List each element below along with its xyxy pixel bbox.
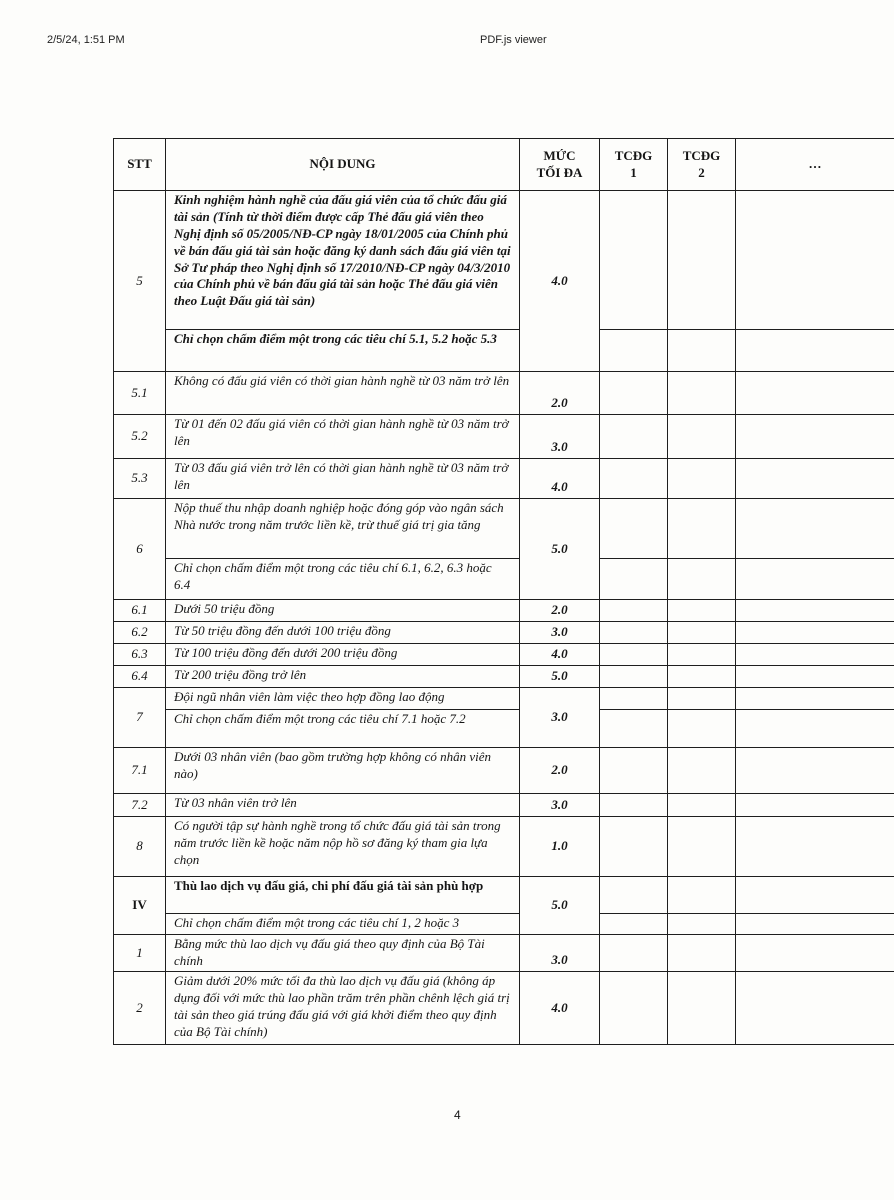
table-row	[114, 415, 894, 459]
row-stt: 1	[114, 935, 166, 972]
score-cell[interactable]	[600, 191, 668, 330]
score-cell[interactable]	[600, 817, 668, 877]
row-max: 5.0	[520, 499, 600, 600]
score-cell[interactable]	[668, 415, 736, 459]
row-content: Từ 01 đến 02 đấu giá viên có thời gian hành nghề từ 03 năm trở lên	[166, 415, 520, 459]
row-stt: 8	[114, 817, 166, 877]
row-stt: 6.4	[114, 666, 166, 688]
row-content: Thù lao dịch vụ đấu giá, chi phí đấu giá tài sản phù hợp	[166, 877, 520, 914]
row-max: 3.0	[520, 415, 600, 459]
score-cell[interactable]	[600, 666, 668, 688]
score-cell[interactable]	[600, 935, 668, 972]
score-cell[interactable]	[736, 499, 894, 559]
row-max: 5.0	[520, 877, 600, 935]
score-cell[interactable]	[736, 415, 894, 459]
row-note: Chỉ chọn chấm điểm một trong các tiêu chí 6.1, 6.2, 6.3 hoặc 6.4	[166, 559, 520, 600]
header-content: NỘI DUNG	[166, 139, 520, 191]
row-stt: 6	[114, 499, 166, 600]
score-cell[interactable]	[736, 372, 894, 415]
row-content: Dưới 50 triệu đồng	[166, 600, 520, 622]
row-stt: IV	[114, 877, 166, 935]
viewer-title: PDF.js viewer	[480, 34, 547, 46]
score-cell[interactable]	[668, 622, 736, 644]
score-cell[interactable]	[668, 794, 736, 817]
table-row	[114, 817, 894, 877]
score-cell[interactable]	[668, 330, 736, 372]
score-cell[interactable]	[736, 748, 894, 794]
score-cell[interactable]	[668, 817, 736, 877]
table-row	[114, 935, 894, 972]
header-more: …	[736, 139, 894, 191]
row-note: Chỉ chọn chấm điểm một trong các tiêu chí 7.1 hoặc 7.2	[166, 710, 520, 748]
header-tcdg-1: TCĐG 1	[600, 139, 668, 191]
score-cell[interactable]	[600, 330, 668, 372]
row-max: 4.0	[520, 191, 600, 372]
score-cell[interactable]	[600, 877, 668, 914]
score-cell[interactable]	[736, 877, 894, 914]
score-cell[interactable]	[600, 914, 668, 935]
score-cell[interactable]	[600, 372, 668, 415]
score-cell[interactable]	[668, 600, 736, 622]
score-cell[interactable]	[600, 600, 668, 622]
row-stt: 5.1	[114, 372, 166, 415]
row-max: 2.0	[520, 372, 600, 415]
row-stt: 5.2	[114, 415, 166, 459]
row-content: Từ 50 triệu đồng đến dưới 100 triệu đồng	[166, 622, 520, 644]
score-cell[interactable]	[668, 499, 736, 559]
row-stt: 5	[114, 191, 166, 372]
row-stt: 7	[114, 688, 166, 748]
row-max: 5.0	[520, 666, 600, 688]
score-cell[interactable]	[668, 877, 736, 914]
row-content: Từ 100 triệu đồng đến dưới 200 triệu đồng	[166, 644, 520, 666]
table-row	[114, 748, 894, 794]
score-cell[interactable]	[600, 499, 668, 559]
row-content: Nộp thuế thu nhập doanh nghiệp hoặc đóng góp vào ngân sách Nhà nước trong năm trước liền kề, trừ thuế giá trị gia tăng	[166, 499, 520, 559]
table-row	[114, 499, 894, 559]
score-cell[interactable]	[736, 710, 894, 748]
row-content: Không có đấu giá viên có thời gian hành nghề từ 03 năm trở lên	[166, 372, 520, 415]
table-row	[114, 914, 894, 935]
header-stt: STT	[114, 139, 166, 191]
table-row	[114, 559, 894, 600]
row-max: 3.0	[520, 688, 600, 748]
row-max: 3.0	[520, 794, 600, 817]
score-cell[interactable]	[736, 559, 894, 600]
row-max: 2.0	[520, 748, 600, 794]
table-row	[114, 622, 894, 644]
table-row	[114, 330, 894, 372]
score-cell[interactable]	[600, 622, 668, 644]
score-cell[interactable]	[736, 600, 894, 622]
score-cell[interactable]	[668, 935, 736, 972]
row-note: Chỉ chọn chấm điểm một trong các tiêu chí 5.1, 5.2 hoặc 5.3	[166, 330, 520, 372]
row-max: 4.0	[520, 972, 600, 1045]
score-cell[interactable]	[600, 644, 668, 666]
score-cell[interactable]	[736, 622, 894, 644]
score-cell[interactable]	[600, 748, 668, 794]
row-stt: 5.3	[114, 459, 166, 499]
row-content: Từ 200 triệu đồng trở lên	[166, 666, 520, 688]
score-cell[interactable]	[736, 666, 894, 688]
score-cell[interactable]	[668, 914, 736, 935]
table-row	[114, 600, 894, 622]
score-cell[interactable]	[668, 688, 736, 710]
row-stt: 6.3	[114, 644, 166, 666]
score-cell[interactable]	[668, 748, 736, 794]
row-max: 3.0	[520, 622, 600, 644]
score-cell[interactable]	[668, 710, 736, 748]
table-row	[114, 644, 894, 666]
table-row	[114, 459, 894, 499]
score-cell[interactable]	[736, 972, 894, 1045]
score-cell[interactable]	[736, 794, 894, 817]
table-row	[114, 688, 894, 710]
score-cell[interactable]	[600, 710, 668, 748]
score-cell[interactable]	[736, 330, 894, 372]
print-datetime: 2/5/24, 1:51 PM	[47, 34, 125, 46]
table-header-row	[114, 139, 894, 191]
score-cell[interactable]	[668, 559, 736, 600]
row-max: 1.0	[520, 817, 600, 877]
page-number: 4	[454, 1108, 461, 1122]
row-content: Bằng mức thù lao dịch vụ đấu giá theo quy định của Bộ Tài chính	[166, 935, 520, 972]
row-max: 3.0	[520, 935, 600, 972]
row-stt: 7.1	[114, 748, 166, 794]
table-row	[114, 191, 894, 330]
score-cell[interactable]	[668, 372, 736, 415]
row-stt: 6.2	[114, 622, 166, 644]
score-cell[interactable]	[668, 191, 736, 330]
row-note: Chỉ chọn chấm điểm một trong các tiêu chí 1, 2 hoặc 3	[166, 914, 520, 935]
row-max: 2.0	[520, 600, 600, 622]
score-cell[interactable]	[736, 914, 894, 935]
score-cell[interactable]	[600, 794, 668, 817]
row-max: 4.0	[520, 644, 600, 666]
row-content: Từ 03 đấu giá viên trở lên có thời gian hành nghề từ 03 năm trở lên	[166, 459, 520, 499]
score-cell[interactable]	[600, 459, 668, 499]
score-cell[interactable]	[600, 415, 668, 459]
score-cell[interactable]	[736, 688, 894, 710]
row-content: Đội ngũ nhân viên làm việc theo hợp đồng lao động	[166, 688, 520, 710]
score-cell[interactable]	[736, 935, 894, 972]
criteria-table	[113, 138, 894, 1045]
row-content: Giảm dưới 20% mức tối đa thù lao dịch vụ đấu giá (không áp dụng đối với mức thù lao phần trăm trên phần chênh lệch giá trị tài sản theo giá trúng đấu giá với giá khởi điểm theo quy định của Bộ Tài chính)	[166, 972, 520, 1045]
score-cell[interactable]	[668, 666, 736, 688]
row-content: Từ 03 nhân viên trở lên	[166, 794, 520, 817]
table-row	[114, 666, 894, 688]
table-row	[114, 372, 894, 415]
table-row	[114, 710, 894, 748]
header-max: MỨC TỐI ĐA	[520, 139, 600, 191]
row-content: Có người tập sự hành nghề trong tổ chức đấu giá tài sản trong năm trước liền kề hoặc năm nộp hồ sơ đăng ký tham gia lựa chọn	[166, 817, 520, 877]
score-cell[interactable]	[736, 191, 894, 330]
score-cell[interactable]	[736, 644, 894, 666]
row-content: Kinh nghiệm hành nghề của đấu giá viên của tổ chức đấu giá tài sản (Tính từ thời điểm được cấp Thẻ đấu giá viên theo Nghị định số 05/2005/NĐ-CP ngày 18/01/2005 của Chính phủ về bán đấu giá tài sản hoặc đăng ký danh sách đấu giá viên tại Sở Tư pháp theo Nghị định số 17/2010/NĐ-CP ngày 04/3/2010 của Chính phủ về bán đấu giá tài sản hoặc Thẻ đấu giá viên theo Luật Đấu giá tài sản)	[166, 191, 520, 330]
score-cell[interactable]	[736, 459, 894, 499]
score-cell[interactable]	[600, 972, 668, 1045]
table-row	[114, 794, 894, 817]
row-content: Dưới 03 nhân viên (bao gồm trường hợp không có nhân viên nào)	[166, 748, 520, 794]
row-stt: 6.1	[114, 600, 166, 622]
table-row	[114, 877, 894, 914]
score-cell[interactable]	[668, 459, 736, 499]
row-max: 4.0	[520, 459, 600, 499]
row-stt: 2	[114, 972, 166, 1045]
score-cell[interactable]	[736, 817, 894, 877]
score-cell[interactable]	[668, 972, 736, 1045]
row-stt: 7.2	[114, 794, 166, 817]
header-tcdg-2: TCĐG 2	[668, 139, 736, 191]
score-cell[interactable]	[600, 688, 668, 710]
score-cell[interactable]	[668, 644, 736, 666]
table-row	[114, 972, 894, 1045]
score-cell[interactable]	[600, 559, 668, 600]
